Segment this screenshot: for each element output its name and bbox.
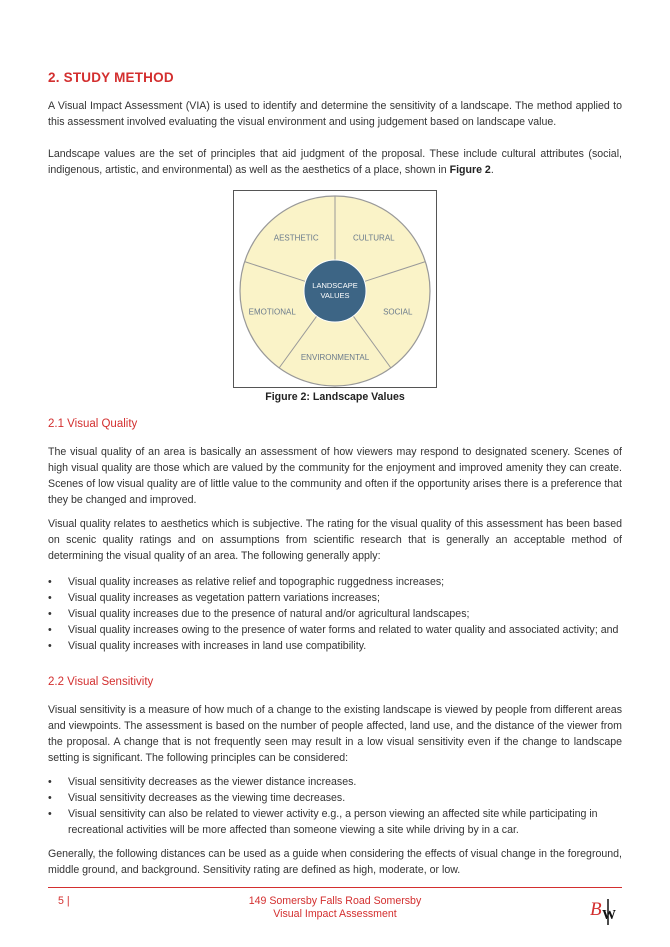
list-item [48,638,622,654]
intro-paragraph-2 [48,146,622,178]
intro-paragraph-1: A Visual Impact Assessment (VIA) is used to identify and determine the sensitivity of a landscape. The method applied to this assessment involved evaluating the visual environment and using judgement based on landscape value. [48,100,622,128]
logo-letter-w: W [602,908,616,923]
bullet-glyph: • [48,808,52,820]
bullet-glyph: • [48,592,52,604]
visual-quality-paragraph-1: The visual quality of an area is basically an assessment of how viewers may respond to designated scenery. Scenes of high visual quality are those which are valued by the community for the enjoyment and improved amenity they can create. Scenes of low visual quality are of little value to the community and often if the opportunity arises there is a preference that they be changed and improved. [48,446,622,506]
intro-paragraph-2-text: Landscape values are the set of principles that aid judgment of the proposal. These include cultural attributes (social, indigenous, artistic, and environmental) as well as the aesthetics of a place, shown in [48,148,622,176]
list-item-text: Visual quality increases as vegetation pattern variations increases; [68,592,380,604]
landscape-values-figure [233,190,437,388]
bullet-glyph: • [48,792,52,804]
logo-letter-b: B [590,899,602,920]
list-item-text: Visual sensitivity decreases as the viewing time decreases. [68,792,346,804]
visual-sensitivity-heading: 2.2 Visual Sensitivity [48,676,154,688]
wheel-center-label-line-2: VALUES [320,291,350,300]
footer-divider [48,887,622,888]
list-item [48,622,622,638]
visual-quality-heading: 2.1 Visual Quality [48,418,138,430]
list-item [48,806,622,838]
wheel-segment-label: EMOTIONAL [248,307,296,317]
bullet-glyph: • [48,608,52,620]
list-item [48,790,622,806]
wheel-segment-label: SOCIAL [383,307,413,317]
bullet-glyph: • [48,624,52,636]
list-item-text: Visual quality increases owing to the presence of water forms and related to water quality and associated activity; and [68,624,619,636]
landscape-values-wheel [234,191,436,387]
footer-page-number: 5 | [58,895,70,907]
intro-paragraph-2-end: . [490,164,494,176]
list-item-text: Visual sensitivity decreases as the viewer distance increases. [68,776,357,788]
list-item [48,774,622,790]
wheel-segment-label: ENVIRONMENTAL [300,353,370,362]
wheel-segment-label: AESTHETIC [273,233,319,243]
company-logo-icon [588,895,618,925]
list-item [48,590,622,606]
visual-sensitivity-paragraph-1: Visual sensitivity is a measure of how much of a change to the existing landscape is viewed by people from different areas and viewpoints. The assessment is based on the number of people affected, land use, and the distance of the viewer from the proposal. A change that is not frequently seen may result in a low visual sensitivity even if the change to landscape setting is significant. The following principles can be considered: [48,704,622,764]
figure-reference-link[interactable]: Figure 2 [449,164,491,176]
list-item [48,606,622,622]
footer-document-title [0,895,670,921]
visual-quality-list [48,574,622,654]
list-item-text: Visual quality increases as relative relief and topographic ruggedness increases; [68,576,445,588]
bullet-glyph: • [48,576,52,588]
bullet-glyph: • [48,776,52,788]
footer-address: 149 Somersby Falls Road Somersby [248,895,422,907]
figure-caption: Figure 2: Landscape Values [265,391,405,403]
list-item [48,574,622,590]
visual-sensitivity-list [48,774,622,838]
bullet-glyph: • [48,640,52,652]
visual-sensitivity-paragraph-2: Generally, the following distances can be used as a guide when considering the effects of visual change in the foreground, middle ground, and background. Sensitivity rating are defined as high, moderate, or low. [48,848,622,876]
list-item-text: Visual quality increases due to the presence of natural and/or agricultural landscapes; [68,608,470,620]
footer-report-name: Visual Impact Assessment [273,908,397,920]
section-heading: 2. STUDY METHOD [48,70,174,85]
wheel-segment-label: CULTURAL [352,233,395,243]
visual-quality-paragraph-2: Visual quality relates to aesthetics which is subjective. The rating for the visual quality of this assessment has been based on scenic quality ratings and on assumptions from scientific research that is generally an acceptable method of determining the visual quality of an area. The following generally apply: [48,518,622,562]
list-item-text: Visual quality increases with increases in land use compatibility. [68,640,367,652]
wheel-center-label-line-1: LANDSCAPE [312,281,358,290]
list-item-text: Visual sensitivity can also be related to viewer activity e.g., a person viewing an affected site while participating in recreational activities will be more affected than someone viewing a site while driving by in a car. [68,808,598,836]
